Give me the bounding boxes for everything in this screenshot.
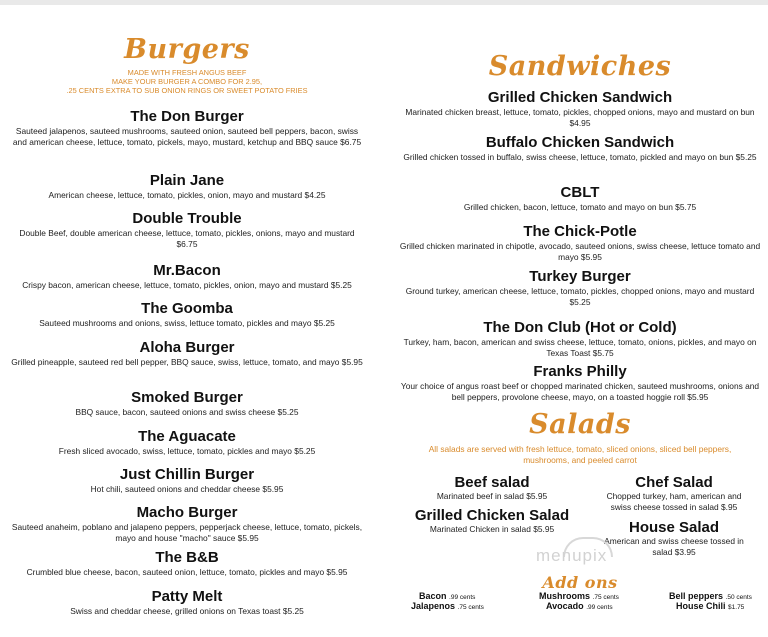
menu-item — [396, 319, 764, 359]
item-name: Mr.Bacon — [153, 262, 221, 279]
burgers-note-1: MADE WITH FRESH ANGUS BEEF — [127, 68, 247, 77]
addons-title: Add ons — [542, 573, 618, 592]
menu-item — [6, 210, 368, 250]
item-name: Buffalo Chicken Sandwich — [485, 134, 675, 151]
addon-name: Mushrooms — [539, 591, 591, 601]
salads-title: Salads — [529, 409, 631, 440]
menu-item — [6, 466, 368, 495]
menu-item — [396, 184, 764, 213]
item-name: Smoked Burger — [131, 389, 243, 406]
item-description: Turkey, ham, bacon, american and swiss cheese, lettuce, tomato, onions, pickles, and mayo on Texas Toast $5.75 — [403, 337, 757, 358]
item-description: Crumbled blue cheese, bacon, sauteed onion, lettuce, tomato, pickles and mayo $5.95 — [26, 567, 348, 577]
item-description: Fresh sliced avocado, swiss, lettuce, tomato, pickles and mayo $5.25 — [58, 446, 316, 456]
addon-price: .50 cents — [725, 594, 752, 601]
addon-price: $1.75 — [728, 604, 745, 611]
item-description: Sauteed anaheim, poblano and jalapeno peppers, pepperjack cheese, lettuce, tomato, pickels, mayo and house "macho" sauce $5.95 — [11, 522, 363, 543]
item-description: Marinated Chicken in salad $5.95 — [429, 524, 555, 534]
item-description: American cheese, lettuce, tomato, pickles, onion, mayo and mustard $4.25 — [48, 190, 326, 200]
item-name: The Don Burger — [130, 108, 244, 125]
item-name: Beef salad — [454, 474, 530, 491]
item-name: The B&B — [155, 549, 219, 566]
item-description: Crispy bacon, american cheese, lettuce, tomato, pickles, onion, mayo and mustard $5.25 — [22, 280, 352, 290]
top-border — [0, 0, 768, 5]
menu-item — [396, 363, 764, 403]
burgers-note-2: MAKE YOUR BURGER A COMBO FOR 2.95, — [111, 77, 263, 86]
addon-name: Avocado — [546, 601, 584, 611]
menu-item — [6, 389, 368, 418]
salads-note: All salads are served with fresh lettuce, tomato, sliced onions, sliced bell peppers, mushrooms, and peeled carrot — [428, 444, 732, 465]
item-name: The Chick-Potle — [523, 223, 637, 240]
item-name: Turkey Burger — [529, 268, 631, 285]
addon-item — [546, 601, 613, 613]
addon-name: Bell peppers — [669, 591, 724, 601]
item-description: Marinated chicken breast, lettuce, tomato, pickles, chopped onions, mayo and mustard on bun $4.95 — [405, 107, 755, 128]
burgers-title: Burgers — [124, 34, 250, 65]
item-description: American and swiss cheese tossed in salad $3.95 — [604, 536, 744, 557]
item-name: Plain Jane — [149, 172, 225, 189]
addon-price: .75 cents — [457, 604, 484, 611]
menu-item — [6, 339, 368, 368]
menu-item — [6, 504, 368, 544]
item-description: Marinated beef in salad $5.95 — [436, 491, 548, 501]
menu-item — [6, 549, 368, 578]
addon-item — [411, 601, 484, 613]
addon-item — [676, 601, 744, 613]
item-name: Patty Melt — [151, 588, 223, 605]
item-description: Your choice of angus roast beef or chopped marinated chicken, sauteed mushrooms, onions and bell peppers, provolone cheese, mayo, on a toasted hoggie roll $5.95 — [400, 381, 760, 402]
item-name: Just Chillin Burger — [119, 466, 255, 483]
item-description: Grilled chicken marinated in chipotle, avocado, sauteed onions, swiss cheese, lettuce tomato and mayo $5.95 — [399, 241, 761, 262]
burgers-note-3: .25 CENTS EXTRA TO SUB ONION RINGS OR SWEET POTATO FRIES — [66, 86, 308, 95]
menu-item — [6, 172, 368, 201]
menu-item — [6, 262, 368, 291]
item-name: Double Trouble — [132, 210, 242, 227]
menu-item — [6, 108, 368, 148]
sandwiches-title: Sandwiches — [488, 51, 672, 82]
addon-price: .99 cents — [449, 594, 476, 601]
addon-name: Jalapenos — [411, 601, 456, 611]
item-description: BBQ sauce, bacon, sauteed onions and swiss cheese $5.25 — [75, 407, 299, 417]
item-name: CBLT — [560, 184, 600, 201]
item-description: Grilled chicken tossed in buffalo, swiss cheese, lettuce, tomato, pickled and mayo on bun $5.25 — [403, 152, 757, 162]
item-name: The Don Club (Hot or Cold) — [483, 319, 677, 336]
watermark: menupix — [536, 546, 608, 565]
menu-item — [396, 268, 764, 308]
item-description: Grilled pineapple, sauteed red bell pepper, BBQ sauce, swiss, lettuce, tomato, and mayo $5.95 — [11, 357, 363, 367]
salad-item — [396, 507, 588, 535]
item-name: The Goomba — [141, 300, 233, 317]
item-name: House Salad — [628, 519, 720, 536]
menu-item — [6, 428, 368, 457]
item-description: Hot chili, sauteed onions and cheddar cheese $5.95 — [90, 484, 284, 494]
item-name: Franks Philly — [533, 363, 627, 380]
menu-item — [6, 588, 368, 617]
item-name: Grilled Chicken Salad — [414, 507, 570, 524]
addon-name: House Chili — [676, 601, 726, 611]
menu-item — [6, 300, 368, 329]
item-name: Aloha Burger — [139, 339, 235, 356]
item-description: Sauteed mushrooms and onions, swiss, lettuce tomato, pickles and mayo $5.25 — [39, 318, 335, 328]
item-name: Chef Salad — [635, 474, 713, 491]
item-description: Swiss and cheddar cheese, grilled onions on Texas toast $5.25 — [70, 606, 304, 616]
menu-item — [396, 134, 764, 163]
item-name: The Aguacate — [138, 428, 236, 445]
item-description: Ground turkey, american cheese, lettuce, tomato, pickles, chopped onions, mayo and mustard $5.25 — [405, 286, 755, 307]
salad-item — [396, 474, 588, 502]
addon-price: .75 cents — [592, 594, 619, 601]
addon-price: .99 cents — [586, 604, 613, 611]
menu-item — [396, 223, 764, 263]
addon-name: Bacon — [419, 591, 447, 601]
menu-item — [396, 89, 764, 129]
item-description: Grilled chicken, bacon, lettuce, tomato and mayo on bun $5.75 — [463, 202, 697, 212]
salad-item — [600, 474, 748, 513]
item-description: Sauteed jalapenos, sauteed mushrooms, sauteed onion, sauteed bell peppers, bacon, swiss and american cheese, lettuce, tomato, pickels, mayo, mustard, ketchup and BBQ sauce $6.75 — [12, 126, 362, 147]
item-description: Chopped turkey, ham, american and swiss cheese tossed in salad $.95 — [606, 491, 742, 512]
item-name: Macho Burger — [136, 504, 238, 521]
salad-item — [600, 519, 748, 558]
item-description: Double Beef, double american cheese, lettuce, tomato, pickles, onions, mayo and mustard $6.75 — [19, 228, 355, 249]
item-name: Grilled Chicken Sandwich — [487, 89, 673, 106]
